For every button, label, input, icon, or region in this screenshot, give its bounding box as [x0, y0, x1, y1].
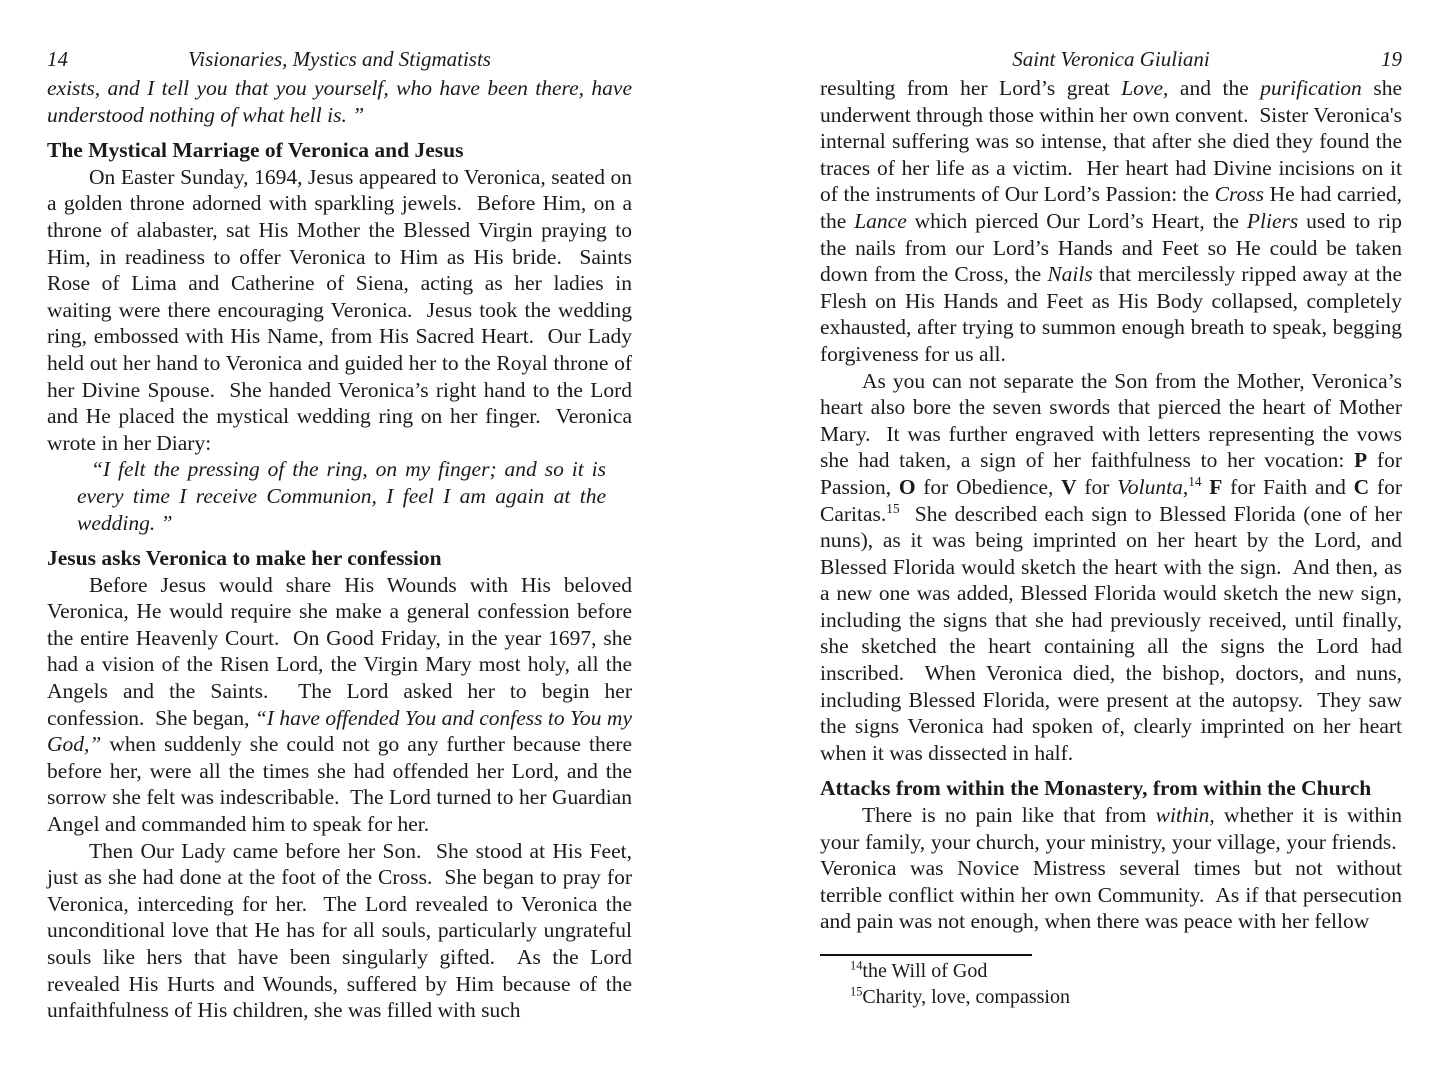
left-page-body — [47, 75, 632, 1024]
text-segment: , and the — [1163, 76, 1261, 100]
text-segment: Nails — [1047, 262, 1093, 287]
text-segment: There is no pain like that from — [862, 803, 1156, 828]
text-segment: F — [1209, 474, 1223, 499]
text-segment: O — [898, 474, 916, 499]
right-running-title: Saint Veronica Giuliani — [1012, 47, 1210, 71]
footnote-rule — [820, 954, 1032, 956]
paragraph — [820, 368, 1402, 767]
text-segment: resulting from her Lord’s great — [820, 76, 1122, 100]
footnote-marker: 14 — [850, 958, 863, 973]
footnote-reference: 15 — [886, 500, 900, 516]
footnotes — [820, 954, 1402, 1024]
right-running-header — [820, 46, 1402, 75]
text-segment: The Mystical Marriage of Veronica and Jesus — [47, 138, 464, 163]
paragraph — [47, 572, 632, 838]
footnote-text: the Will of God — [862, 960, 988, 982]
text-segment: , — [1182, 474, 1189, 499]
text-segment: for — [1076, 474, 1118, 499]
section-heading — [47, 545, 632, 572]
text-segment: that mercilessly ripped away at the Flesh on His Hands and Feet as His Body collapsed, completely exhausted, after trying to summon enough breath to speak, begging forgiveness for us all. — [820, 262, 1402, 366]
footnote-list — [820, 959, 1402, 1010]
text-segment: Jesus asks Veronica to make her confession — [47, 546, 442, 571]
text-segment: within — [1155, 803, 1210, 828]
footnote-marker: 15 — [850, 983, 863, 998]
page-left — [47, 46, 632, 1024]
text-segment: when suddenly she could not go any further because there before her, were all the times she had offended her Lord, and the sorrow she felt was indescribable. The Lord turned to her Guardian Angel and commanded him to speak for her. — [47, 732, 632, 837]
text-segment: Before Jesus would share His Wounds with His beloved Veronica, He would require she make a general confession before the entire Heavenly Court. On Good Friday, in the year 1697, she had a vision of the Risen Lord, the Virgin Mary most holy, all the Angels and the Saints. The Lord asked her to begin her confession. She began, — [47, 572, 632, 730]
text-segment: for Obedience, — [915, 474, 1062, 499]
text-segment: Volunta — [1117, 474, 1183, 499]
text-segment: As you can not separate the Son from the Mother, Veronica’s heart also bore the seven swords that pierced the heart of Mother Mary. It was further engraved with letters representing the vows she had taken, a sign of her faithfulness to her vocation: — [820, 368, 1402, 473]
right-page-body — [820, 75, 1402, 935]
text-segment: Lance — [854, 208, 907, 233]
text-segment: which pierced Our Lord’s Heart, the — [906, 208, 1247, 233]
text-segment: exists, and I tell you that you yourself, who have been there, have understood nothing of what hell is. ” — [47, 76, 632, 127]
section-heading — [47, 137, 632, 164]
footnote-reference: 14 — [1188, 473, 1202, 489]
text-segment: used to rip the nails from our Lord’s Hands and Feet so He could be taken down from the Cross, the — [820, 208, 1402, 287]
footnote — [850, 985, 1402, 1011]
text-segment: she underwent through those within her own convent. Sister Veronica's internal suffering was so intense, that after she died they found the traces of her life as a victim. Her heart had Divine incisions on it of the instruments of Our Lord’s Passion: the — [820, 76, 1402, 207]
paragraph — [47, 164, 632, 457]
paragraph — [47, 75, 632, 128]
text-segment: C — [1353, 474, 1370, 499]
left-running-title: Visionaries, Mystics and Stigmatists — [188, 47, 491, 71]
text-segment: He had carried, the — [820, 182, 1402, 233]
text-segment: for Caritas. — [820, 474, 1402, 526]
text-segment: P — [1354, 448, 1368, 473]
paragraph — [47, 838, 632, 1024]
text-segment: Then Our Lady came before her Son. She stood at His Feet, just as she had done at the foot of the Cross. She began to pray for Veronica, interceding for her. The Lord revealed to Veronica the unconditional love that He has for all souls, particularly ungrateful souls like hers that have been singularly gifted. As the Lord revealed His Hurts and Wounds, suffered by Him because of the unfaithfulness of His children, she was filled with such — [47, 838, 632, 1023]
text-segment: On Easter Sunday, 1694, Jesus appeared to Veronica, seated on a golden throne adorned with sparkling jewels. Before Him, on a throne of alabaster, sat His Mother the Blessed Virgin praying to Him, in readiness to offer Veronica to Him as His bride. Saints Rose of Lima and Catherine of Siena, acting as her ladies in waiting were there encouraging Veronica. Jesus took the wedding ring, embossed with His Name, from His Sacred Heart. Our Lady held out her hand to Veronica and guided her to the Royal throne of her Divine Spouse. She handed Veronica’s right hand to the Lord and He placed the mystical wedding ring on her finger. Veronica wrote in her Diary: — [47, 164, 632, 455]
block-quote — [77, 456, 606, 536]
text-segment: Cross — [1214, 182, 1265, 207]
right-page-number: 19 — [1381, 47, 1402, 71]
text-segment: V — [1061, 474, 1077, 499]
paragraph — [820, 75, 1402, 368]
page-right — [820, 46, 1402, 1024]
text-segment: She described each sign to Blessed Florida (one of her nuns), as it was being imprinted on her heart by the Lord, and Blessed Florida would sketch the heart with the sign. And then, as a new one was added, Blessed Florida would sketch the new sign, including the signs that she had previously received, until finally, she sketched the heart containing all the signs the Lord had inscribed. When Veronica died, the bishop, doctors, and nuns, including Blessed Florida, were present at the autopsy. They saw the signs Veronica had spoken of, clearly imprinted on her heart when it was dissected in half. — [820, 501, 1402, 765]
footnote-text: Charity, love, compassion — [862, 985, 1070, 1008]
footnote — [850, 959, 1402, 985]
section-heading — [820, 775, 1402, 802]
text-segment: for Passion, — [820, 448, 1402, 499]
paragraph — [820, 802, 1402, 935]
text-segment: , whether it is within your family, your church, your ministry, your village, your friends. Veronica was Novice Mistress several times but not without terrible conflict within her own Community. As if that persecution and pain was not enough, when there was peace with her fellow — [820, 803, 1402, 934]
text-segment: “I have offended You and confess to You my God,” — [47, 705, 632, 757]
text-segment: purification — [1260, 76, 1362, 100]
text-segment: for Faith and — [1222, 474, 1354, 499]
text-segment: Attacks from within the Monastery, from within the Church — [820, 776, 1372, 801]
left-page-number: 14 — [47, 47, 68, 71]
text-segment: Love — [1121, 76, 1164, 100]
text-segment: Pliers — [1246, 208, 1299, 233]
left-running-header — [47, 46, 632, 75]
text-segment: “I felt the pressing of the ring, on my finger; and so it is every time I receive Communion, I feel I am again at the wedding. ” — [77, 457, 606, 535]
